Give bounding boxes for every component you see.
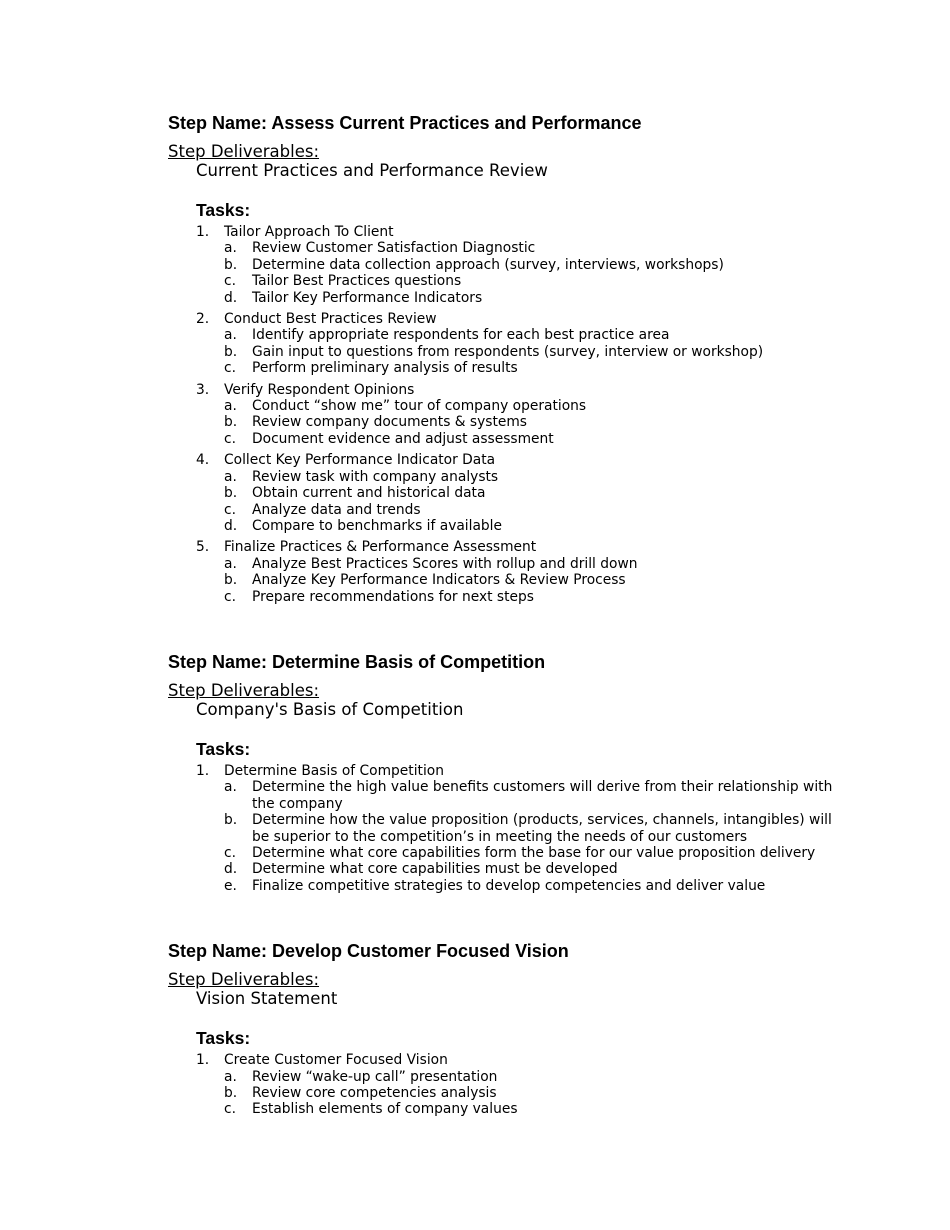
task-label: Create Customer Focused Vision — [224, 1052, 448, 1069]
subtask-list — [168, 779, 848, 894]
subtask-text: Analyze Key Performance Indicators & Review Process — [252, 572, 626, 589]
subtask-text: Analyze Best Practices Scores with rollup and drill down — [252, 555, 638, 572]
task-item — [168, 763, 848, 894]
subtask-item — [168, 1085, 848, 1101]
subtask-list — [168, 240, 848, 306]
step-section — [168, 651, 848, 894]
subtask-letter: b. — [224, 812, 238, 829]
subtask-item — [168, 273, 848, 289]
step-section — [168, 940, 848, 1118]
subtask-letter: c. — [224, 273, 236, 290]
subtask-item — [168, 812, 848, 845]
subtask-item — [168, 327, 848, 343]
subtask-letter: e. — [224, 877, 237, 894]
subtask-letter: a. — [224, 398, 237, 415]
task-row — [168, 539, 848, 555]
tasks-heading: Tasks: — [196, 1028, 251, 1049]
task-label: Verify Respondent Opinions — [224, 381, 415, 398]
subtask-item — [168, 845, 848, 861]
task-label: Tailor Approach To Client — [224, 224, 394, 240]
subtask-letter: a. — [224, 327, 237, 344]
subtask-letter: a. — [224, 468, 237, 485]
task-row — [168, 382, 848, 398]
subtask-list — [168, 398, 848, 447]
subtask-letter: a. — [224, 240, 237, 257]
task-number: 4. — [196, 452, 210, 469]
task-label: Collect Key Performance Indicator Data — [224, 452, 496, 469]
subtask-text: Review Customer Satisfaction Diagnostic — [252, 240, 536, 257]
subtask-item — [168, 1101, 848, 1117]
subtask-text: Tailor Best Practices questions — [252, 273, 462, 290]
subtask-text: Determine how the value proposition (products, services, channels, intangibles) will be superior to the competition’s in meeting the needs of our customers — [252, 812, 832, 845]
task-number: 1. — [196, 762, 210, 779]
task-item — [168, 539, 848, 605]
step-title: Step Name: Develop Customer Focused Vision — [168, 941, 569, 962]
task-item — [168, 224, 848, 306]
subtask-text: Review “wake-up call” presentation — [252, 1068, 498, 1085]
subtask-item — [168, 344, 848, 360]
task-number: 3. — [196, 381, 210, 398]
subtask-letter: c. — [224, 588, 236, 605]
subtask-letter: d. — [224, 861, 238, 878]
subtask-text: Review company documents & systems — [252, 414, 527, 431]
task-item — [168, 382, 848, 448]
step-deliverable: Vision Statement — [196, 989, 338, 1009]
subtask-text: Determine data collection approach (survey, interviews, workshops) — [252, 256, 724, 273]
subtask-text: Conduct “show me” tour of company operations — [252, 398, 587, 415]
subtask-letter: a. — [224, 1068, 237, 1085]
subtask-letter: a. — [224, 779, 237, 796]
subtask-text: Document evidence and adjust assessment — [252, 430, 554, 447]
step-deliverables-label: Step Deliverables: — [168, 680, 320, 700]
task-row — [168, 311, 848, 327]
subtask-text: Obtain current and historical data — [252, 485, 486, 502]
subtask-list — [168, 327, 848, 376]
subtask-text: Determine what core capabilities form the base for our value proposition delivery — [252, 844, 816, 861]
task-row — [168, 452, 848, 468]
subtask-item — [168, 861, 848, 877]
task-row — [168, 224, 848, 240]
subtask-text: Review task with company analysts — [252, 468, 499, 485]
subtask-item — [168, 572, 848, 588]
subtask-item — [168, 360, 848, 376]
subtask-item — [168, 779, 848, 812]
subtask-text: Determine what core capabilities must be developed — [252, 861, 618, 878]
task-list — [168, 763, 848, 894]
subtask-text: Determine the high value benefits customers will derive from their relationship with the company — [252, 779, 833, 812]
step-deliverables-label: Step Deliverables: — [168, 142, 320, 161]
task-item — [168, 311, 848, 377]
task-item — [168, 452, 848, 534]
subtask-text: Identify appropriate respondents for each best practice area — [252, 327, 670, 344]
subtask-item — [168, 469, 848, 485]
subtask-item — [168, 240, 848, 256]
tasks-heading: Tasks: — [196, 738, 251, 759]
subtask-letter: b. — [224, 414, 238, 431]
subtask-item — [168, 398, 848, 414]
subtask-letter: c. — [224, 360, 236, 377]
subtask-letter: c. — [224, 844, 236, 861]
step-deliverable: Current Practices and Performance Review — [196, 161, 548, 180]
subtask-letter: b. — [224, 572, 238, 589]
document-page — [168, 112, 848, 1164]
task-number: 1. — [196, 1052, 210, 1069]
subtask-text: Review core competencies analysis — [252, 1085, 497, 1101]
task-number: 2. — [196, 311, 210, 328]
subtask-list — [168, 556, 848, 605]
subtask-item — [168, 556, 848, 572]
subtask-text: Establish elements of company values — [252, 1101, 518, 1118]
subtask-item — [168, 485, 848, 501]
subtask-letter: b. — [224, 485, 238, 502]
subtask-letter: b. — [224, 1085, 238, 1101]
subtask-text: Tailor Key Performance Indicators — [252, 289, 483, 306]
task-label: Determine Basis of Competition — [224, 762, 444, 779]
task-row — [168, 1052, 848, 1068]
subtask-item — [168, 1069, 848, 1085]
task-list — [168, 224, 848, 605]
task-item — [168, 1052, 848, 1118]
subtask-list — [168, 1069, 848, 1118]
subtask-item — [168, 518, 848, 534]
step-section — [168, 112, 848, 605]
task-number: 1. — [196, 224, 210, 240]
task-number: 5. — [196, 539, 210, 556]
step-title: Step Name: Assess Current Practices and Performance — [168, 113, 642, 133]
subtask-item — [168, 414, 848, 430]
subtask-letter: d. — [224, 517, 238, 534]
subtask-item — [168, 290, 848, 306]
subtask-text: Finalize competitive strategies to develop competencies and deliver value — [252, 877, 766, 894]
task-label: Conduct Best Practices Review — [224, 311, 437, 328]
subtask-letter: c. — [224, 501, 236, 518]
task-row — [168, 763, 848, 779]
subtask-letter: b. — [224, 343, 238, 360]
tasks-heading: Tasks: — [196, 200, 251, 220]
subtask-list — [168, 469, 848, 535]
subtask-letter: d. — [224, 289, 238, 306]
subtask-item — [168, 589, 848, 605]
subtask-item — [168, 502, 848, 518]
step-deliverables-label: Step Deliverables: — [168, 970, 320, 990]
task-label: Finalize Practices & Performance Assessment — [224, 539, 537, 556]
task-list — [168, 1052, 848, 1118]
subtask-letter: b. — [224, 256, 238, 273]
step-title: Step Name: Determine Basis of Competition — [168, 651, 546, 672]
subtask-text: Prepare recommendations for next steps — [252, 588, 534, 605]
subtask-letter: a. — [224, 555, 237, 572]
subtask-item — [168, 878, 848, 894]
subtask-item — [168, 431, 848, 447]
subtask-text: Gain input to questions from respondents (survey, interview or workshop) — [252, 343, 764, 360]
step-deliverable: Company's Basis of Competition — [196, 699, 464, 719]
subtask-text: Analyze data and trends — [252, 501, 421, 518]
subtask-text: Compare to benchmarks if available — [252, 517, 503, 534]
subtask-letter: c. — [224, 1101, 236, 1118]
subtask-text: Perform preliminary analysis of results — [252, 360, 518, 377]
subtask-item — [168, 257, 848, 273]
subtask-letter: c. — [224, 430, 236, 447]
